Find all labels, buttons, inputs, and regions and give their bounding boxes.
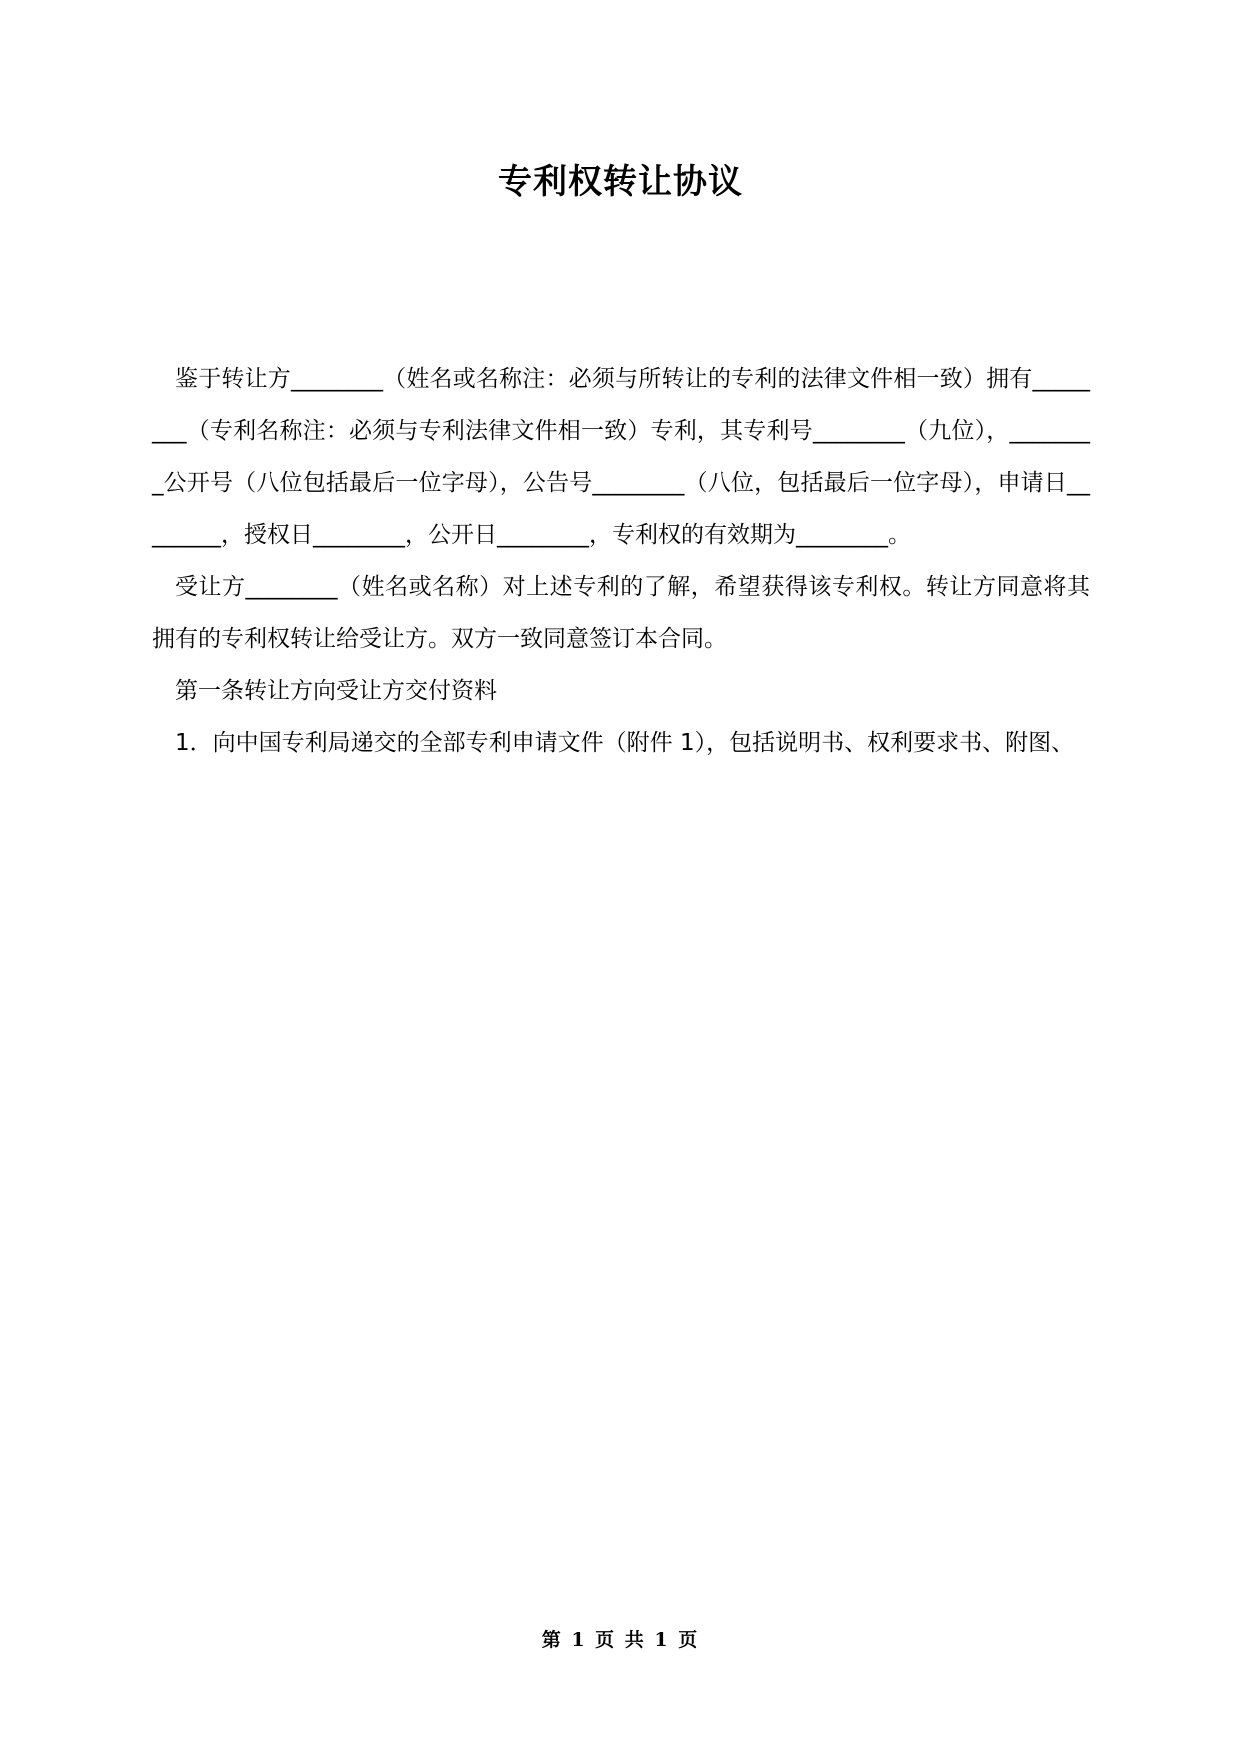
paragraph-article-1-item-1: 1．向中国专利局递交的全部专利申请文件（附件 1），包括说明书、权利要求书、附图、: [175, 730, 1075, 756]
document-title: 专利权转让协议: [498, 162, 743, 202]
page-number-footer: 第 1 页 共 1 页: [541, 1629, 700, 1651]
paragraph-assignee: 受让方________（姓名或名称）对上述专利的了解，希望获得该专利权。转让方同意将其拥有的专利权转让给受让方。双方一致同意签订本合同。: [152, 574, 1090, 652]
paragraph-preamble: 鉴于转让方________（姓名或名称注：必须与所转让的专利的法律文件相一致）拥有________（专利名称注：必须与专利法律文件相一致）专利，其专利号________（九位），________公开号（八位包括最后一位字母），公告号________（八位，包括最后一位字母），申请日________，授权日________，公开日________，专利权的有效期为________。: [152, 366, 1090, 548]
paragraph-article-1-heading: 第一条转让方向受让方交付资料: [175, 678, 497, 704]
document-body: [152, 353, 1090, 769]
